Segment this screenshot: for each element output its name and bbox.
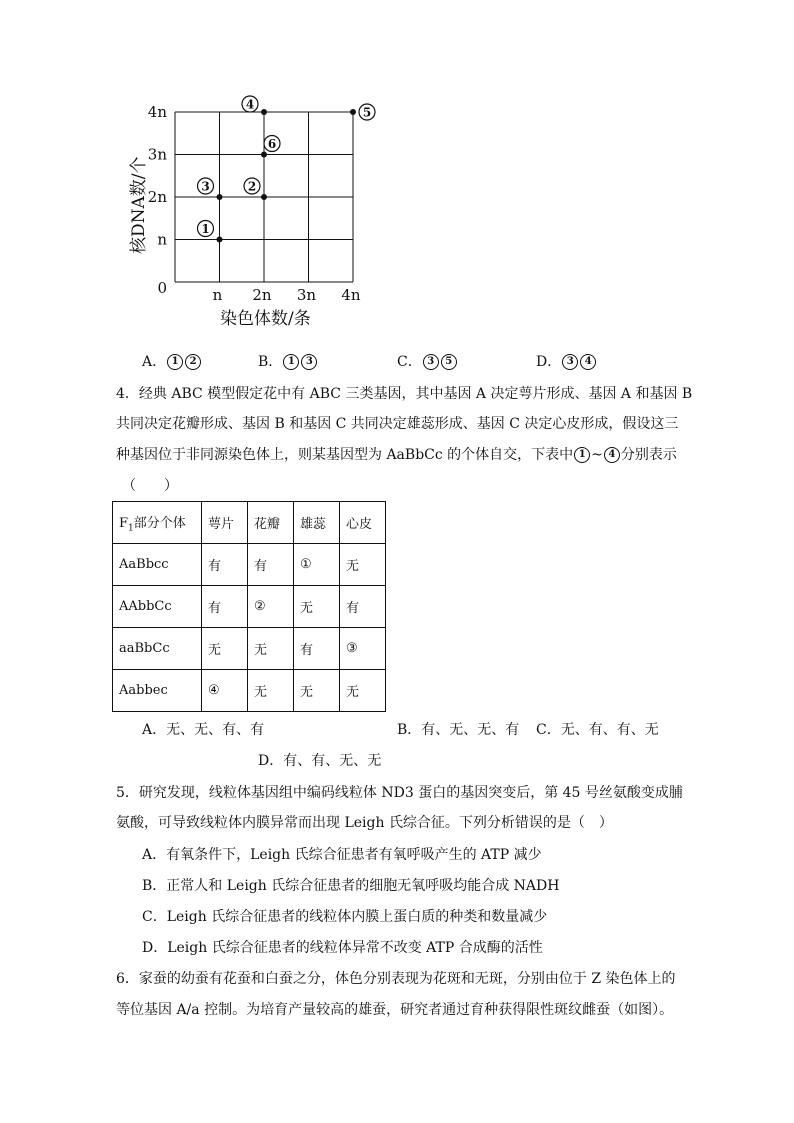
table-row <box>113 628 386 670</box>
circled-num: 3 <box>423 354 439 370</box>
data-point <box>217 194 223 200</box>
q4-option-d[interactable]: D．有、有、无、无 <box>258 753 382 769</box>
x-tick-label: 2n <box>252 286 272 304</box>
table-header-cell: 花瓣 <box>248 502 294 544</box>
q5-option-a[interactable]: A．有氧条件下，Leigh 氏综合征患者有氧呼吸产生的 ATP 减少 <box>142 847 542 863</box>
circled-num: 3 <box>562 354 578 370</box>
x-tick-label: n <box>212 286 223 304</box>
table-cell: 无 <box>202 628 248 670</box>
point-label: 4 <box>245 97 255 112</box>
circled-num: 1 <box>283 354 299 370</box>
table-row <box>113 670 386 712</box>
table-header-cell: 萼片 <box>202 502 248 544</box>
table-header-row <box>113 502 386 544</box>
table-header-cell: 心皮 <box>340 502 386 544</box>
point-label: 6 <box>267 137 277 151</box>
point-label: 5 <box>362 105 372 120</box>
table-header-cell: 雄蕊 <box>294 502 340 544</box>
q6-line-2: 等位基因 A/a 控制。为培育产量较高的雄蚕，研究者通过育种获得限性斑纹雌蚕（如图）。 <box>116 1002 674 1018</box>
y-tick-label: 2n <box>147 188 167 206</box>
q4-line-1: 4．经典 ABC 模型假定花中有 ABC 三类基因，其中基因 A 决定萼片形成、基因 A 和基因 B <box>116 386 693 402</box>
q4-option-c[interactable]: C．无、有、有、无 <box>536 722 659 738</box>
q3-option-c[interactable] <box>397 352 458 372</box>
q5-option-d[interactable]: D．Leigh 氏综合征患者的线粒体异常不改变 ATP 合成酶的活性 <box>142 940 543 956</box>
y-axis-label: 核DNA数/个 <box>129 156 149 254</box>
q5-option-c[interactable]: C．Leigh 氏综合征患者的线粒体内膜上蛋白质的种类和数量减少 <box>142 909 548 925</box>
table-cell: aaBbCc <box>113 628 202 670</box>
y-tick-label: 4n <box>147 103 167 121</box>
q3-option-a[interactable] <box>142 352 202 372</box>
q6-line-1: 6．家蚕的幼蚕有花蚕和白蚕之分，体色分别表现为花斑和无斑，分别由位于 Z 染色体上的 <box>116 971 676 987</box>
table-cell: AaBbcc <box>113 544 202 586</box>
table-cell: 无 <box>248 670 294 712</box>
q4-line-3-end: 分别表示 <box>620 447 677 463</box>
q3-option-c-letter: C． <box>397 354 422 370</box>
q3-option-d-letter: D． <box>536 354 562 370</box>
table-cell: 无 <box>340 670 386 712</box>
x-tick-label: 4n <box>341 286 361 304</box>
q4-option-a[interactable]: A．无、无、有、有 <box>142 722 265 738</box>
table-header-cell: $F_1$部分个体 <box>113 502 202 544</box>
data-point <box>261 194 267 200</box>
q5-option-b[interactable]: B．正常人和 Leigh 氏综合征患者的细胞无氧呼吸均能合成 NADH <box>142 878 560 894</box>
f1-table <box>112 501 386 712</box>
q4-line-2: 共同决定花瓣形成、基因 B 和基因 C 共同决定雄蕊形成、基因 C 决定心皮形成，假设这三 <box>116 416 679 432</box>
y-tick-label: n <box>157 230 167 249</box>
q3-option-a-letter: A． <box>142 354 167 370</box>
q3-option-d[interactable] <box>536 352 597 372</box>
tilde: ~ <box>591 447 603 463</box>
table-cell: ① <box>294 544 340 586</box>
data-point <box>261 152 267 158</box>
x-tick-labels <box>213 286 361 304</box>
q5-line-2: 氨酸，可导致线粒体内膜异常而出现 Leigh 氏综合征。下列分析错误的是（ ） <box>116 815 613 831</box>
dna-chromosome-graph <box>120 97 380 333</box>
circled-num: 5 <box>441 354 457 370</box>
table-cell: ③ <box>340 628 386 670</box>
q3-option-b[interactable] <box>258 352 318 372</box>
circled-num: 3 <box>301 354 317 370</box>
x-axis-label: 染色体数/条 <box>220 309 311 329</box>
table-cell: 有 <box>202 544 248 586</box>
data-point <box>350 109 356 115</box>
circled-num: 1 <box>167 354 183 370</box>
y-tick-labels <box>148 103 168 297</box>
table-cell: AAbbCc <box>113 586 202 628</box>
circled-num: 4 <box>580 354 596 370</box>
table-cell: 有 <box>202 586 248 628</box>
table-cell: 有 <box>340 586 386 628</box>
data-point <box>217 237 223 243</box>
table-row <box>113 586 386 628</box>
x-tick-label: 3n <box>296 286 317 304</box>
point-label: 2 <box>247 179 257 194</box>
circled-num: 2 <box>185 354 201 370</box>
table-cell: ② <box>248 586 294 628</box>
circled-num: 1 <box>574 447 590 463</box>
table-row <box>113 544 386 586</box>
data-point <box>261 109 267 115</box>
table-cell: 无 <box>294 586 340 628</box>
q4-line-3-text: 种基因位于非同源染色体上，则某基因型为 AaBbCc 的个体自交，下表中 <box>116 447 574 463</box>
y-tick-label: 0 <box>157 279 167 297</box>
q4-line-3 <box>116 445 677 465</box>
table-cell: 有 <box>248 544 294 586</box>
circled-num: 4 <box>604 447 620 463</box>
q3-option-b-letter: B． <box>258 354 283 370</box>
point-label: 3 <box>201 179 210 194</box>
answer-bracket: （ ） <box>122 478 178 494</box>
table-cell: 无 <box>294 670 340 712</box>
y-tick-label: 3n <box>147 145 167 164</box>
table-cell: Aabbec <box>113 670 202 712</box>
table-cell: 无 <box>248 628 294 670</box>
table-cell: 有 <box>294 628 340 670</box>
point-label: 1 <box>201 222 210 236</box>
q5-line-1: 5．研究发现，线粒体基因组中编码线粒体 ND3 蛋白的基因突变后，第 45 号丝氨酸变成脯 <box>116 785 683 801</box>
graph-points <box>198 96 376 243</box>
table-cell: 无 <box>340 544 386 586</box>
table-cell: ④ <box>202 670 248 712</box>
q4-option-b[interactable]: B．有、无、无、有 <box>397 722 520 738</box>
